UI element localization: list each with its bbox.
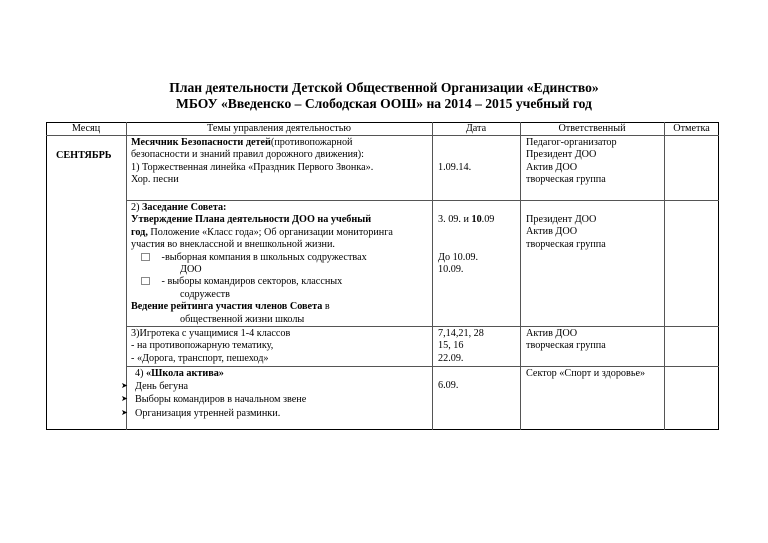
row2-responsible (526, 214, 606, 251)
row2-topic-line: Утверждение Плана деятельности ДОО на учебный (131, 214, 372, 226)
responsible-line: Актив ДОО (526, 328, 578, 339)
row2-topic-line: ДОО (180, 264, 202, 276)
responsible-line: творческая группа (526, 174, 606, 186)
header-topics: Темы управления деятельностью (207, 123, 351, 134)
row4-number: 4) (135, 368, 147, 379)
row2-topic-rest: в (324, 301, 330, 313)
document-title-line2: МБОУ «Введенско – Слободская ООШ» на 2014 – 2015 учебный год (176, 96, 592, 111)
row1-topic-line: Хор. песни (131, 174, 179, 186)
row1-topic-line: 1) Торжественная линейка «Праздник Первого Звонка». (131, 161, 374, 173)
row2-topic-line: -выборная компания в школьных содружествах (159, 251, 367, 263)
row2-topic-bold: Ведение рейтинга участия членов Совета (131, 301, 325, 313)
responsible-line: Президент ДОО (526, 149, 597, 161)
date-line: 15, 16 (438, 340, 464, 352)
header-mark: Отметка (673, 123, 710, 134)
header-responsible: Ответственный (558, 123, 626, 134)
list-item: Выборы командиров в начальном звене (135, 394, 307, 406)
row-divider (126, 326, 719, 327)
date-part: 3. 09. и (438, 214, 472, 225)
date-line: 22.09. (438, 352, 464, 364)
row4-responsible: Сектор «Спорт и здоровье» (526, 368, 646, 379)
row1-date: 1.09.14. (438, 162, 472, 173)
row3-topic-line: - на противопожарную тематику, (131, 340, 274, 352)
row-divider (126, 366, 719, 367)
responsible-line: творческая группа (526, 340, 606, 352)
row1-topic-line: безопасности и знаний правил дорожного движения): (131, 149, 364, 161)
header-date: Дата (465, 123, 487, 134)
row2-topic-bold: год, (131, 226, 151, 238)
row2-topic-rest: Положение «Класс года»; Об организации мониторинга (150, 226, 393, 238)
column-divider (664, 122, 665, 430)
row1-topic (131, 137, 373, 187)
row4-bullet-list (121, 380, 306, 420)
row2-date (438, 214, 494, 226)
responsible-line: творческая группа (526, 238, 606, 250)
row1-responsible (526, 137, 617, 187)
row3-topic-line: - «Дорога, транспорт, пешеход» (131, 352, 269, 364)
row3-topic-line: 3)Игротека с учащимися 1-4 классов (131, 328, 291, 339)
row2-topic-line: - выборы командиров секторов, классных (159, 276, 343, 288)
month-label: СЕНТЯБРЬ (56, 150, 112, 161)
document-title-line1: План деятельности Детской Общественной Организации «Единство» (169, 80, 599, 95)
checkbox-icon (141, 253, 150, 261)
date-line: 7,14,21, 28 (438, 328, 484, 339)
row2-topic-line: участия во внеклассной и внешкольной жизни. (131, 239, 335, 251)
column-divider (520, 122, 521, 430)
row4-heading: «Школа актива» (146, 368, 224, 379)
list-item: Организация утренней разминки. (135, 407, 281, 419)
row1-topic-heading-rest: (противопожарной (270, 137, 353, 148)
bullet-icon: ➤ (121, 394, 128, 404)
row2-number: 2) (131, 202, 143, 213)
date-part-bold: 10 (471, 214, 482, 225)
row2-date-deadline (438, 252, 478, 277)
date-line: До 10.09. (438, 252, 479, 263)
responsible-line: Педагог-организатор (526, 137, 617, 148)
row3-topic (131, 328, 290, 365)
row2-heading: Заседание Совета: (142, 202, 227, 213)
responsible-line: Актив ДОО (526, 226, 578, 238)
row1-topic-heading: Месячник Безопасности детей (131, 137, 271, 148)
column-divider (432, 122, 433, 430)
row4-date: 6.09. (438, 380, 459, 391)
date-line: 10.09. (438, 264, 464, 276)
list-item: День бегуна (135, 381, 189, 392)
responsible-line: Актив ДОО (526, 161, 578, 173)
date-part: .09 (481, 214, 495, 225)
header-month: Месяц (71, 123, 101, 134)
bullet-icon: ➤ (121, 381, 128, 390)
row2-topic-line: общественной жизни школы (180, 313, 305, 325)
row3-responsible (526, 328, 606, 353)
row2-topic-line: содружеств (180, 288, 230, 300)
row3-dates (438, 328, 484, 365)
row-divider (126, 200, 719, 201)
row4-topic (131, 368, 224, 380)
bullet-icon: ➤ (121, 407, 128, 417)
checkbox-icon (141, 277, 150, 285)
row2-topic (131, 202, 393, 326)
responsible-line: Президент ДОО (526, 214, 597, 225)
